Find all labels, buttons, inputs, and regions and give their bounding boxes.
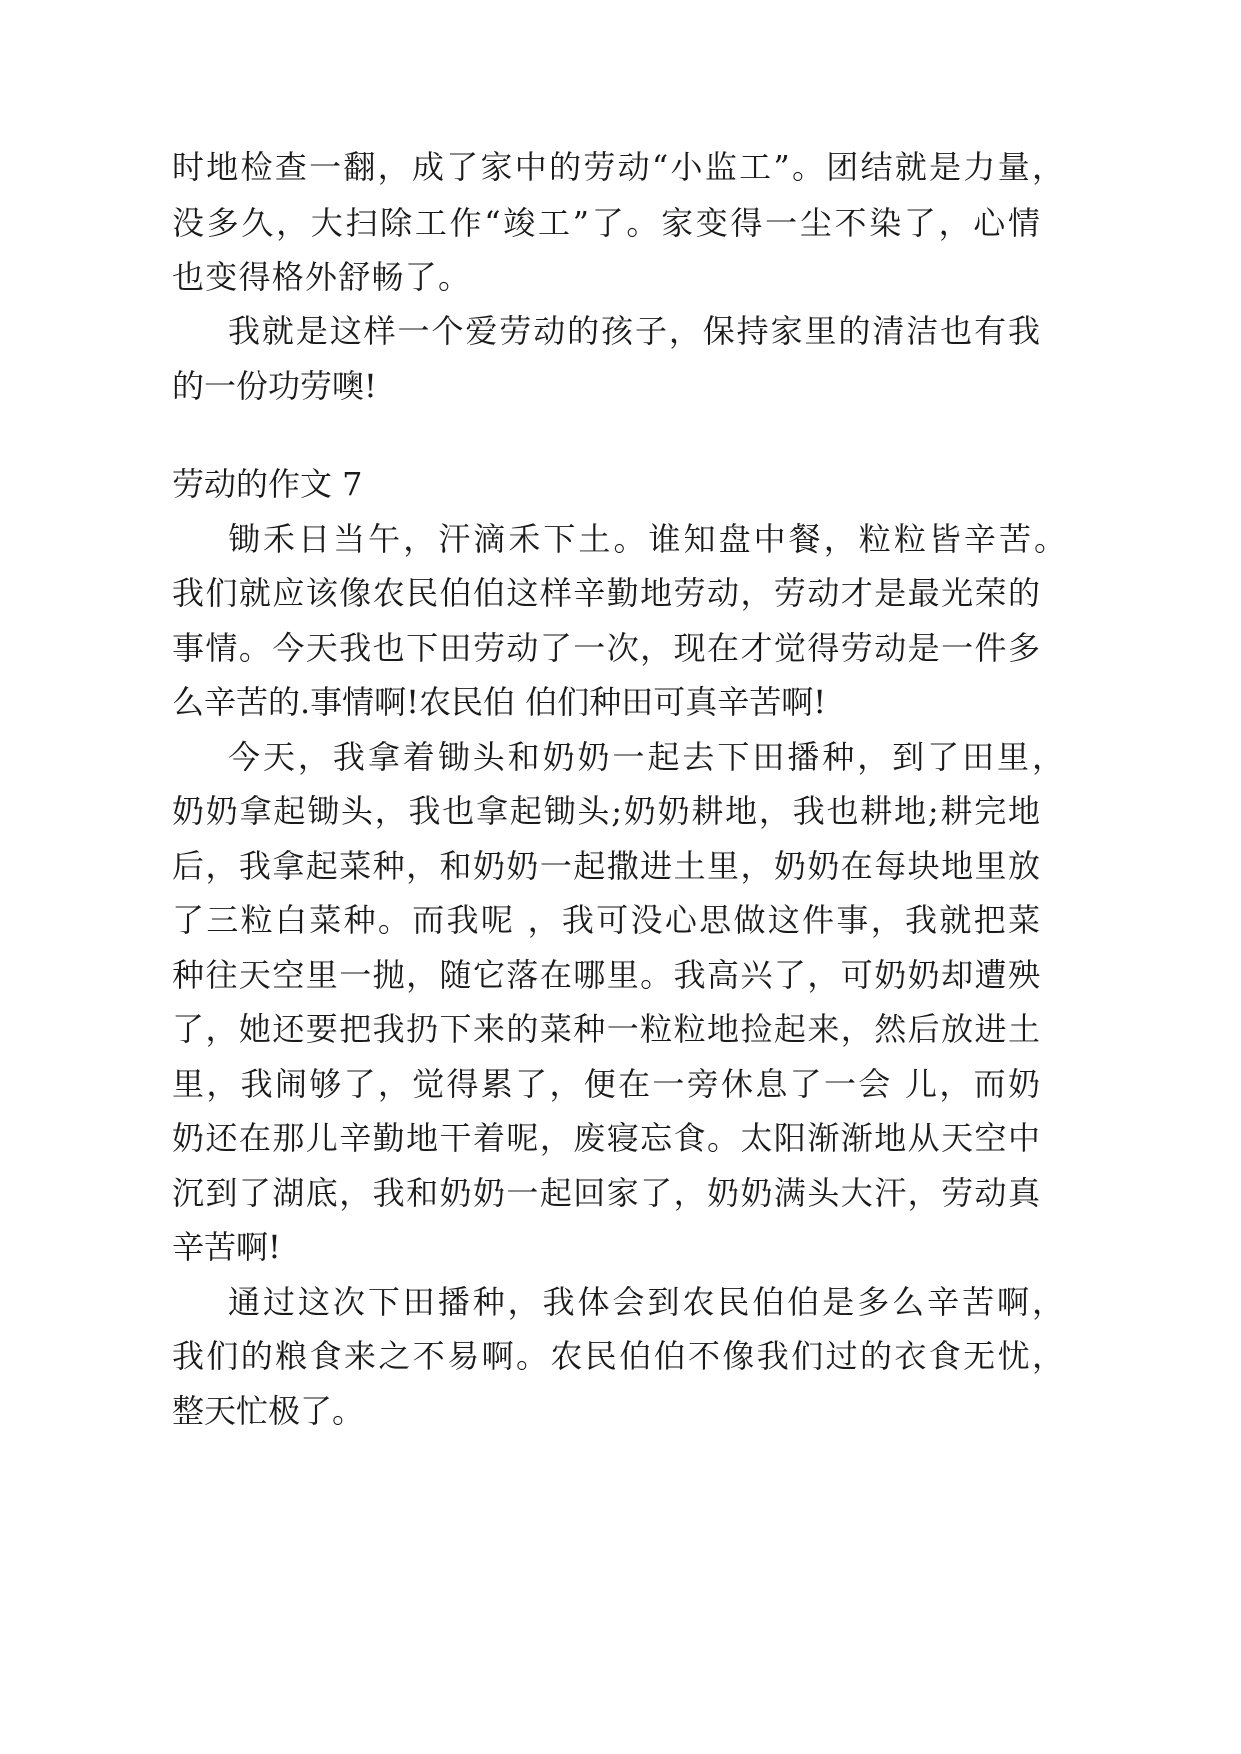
text-line (0, 247, 1241, 307)
line-text: 沉到了湖底，我和奶奶一起回家了，奶奶满头大汗，劳动真 (172, 1174, 1040, 1212)
line-text: 辛苦啊! (172, 1228, 281, 1266)
line-text: 我就是这样一个爱劳动的孩子，保持家里的清洁也有我 (228, 312, 1040, 350)
line-text: 我们的粮食来之不易啊。农民伯伯不像我们过的衣食无忧， (172, 1337, 1064, 1375)
line-text: 了三粒白菜种。而我呢 ，我可没心思做这件事，我就把菜 (172, 901, 1040, 939)
line-text: 锄禾日当午，汗滴禾下土。谁知盘中餐，粒粒皆辛苦。 (228, 520, 1066, 558)
text-line (0, 509, 1241, 569)
line-text: 通过这次下田播种，我体会到农民伯伯是多么辛苦啊， (228, 1283, 1064, 1321)
line-text: 时地检查一翻，成了家中的劳动“小监工”。团结就是力量， (172, 148, 1064, 186)
line-text: 后，我拿起菜种，和奶奶一起撒进土里，奶奶在每块地里放 (172, 847, 1040, 885)
text-line (0, 1163, 1241, 1223)
text-line (0, 301, 1241, 361)
text-line (0, 945, 1241, 1005)
line-text: 了，她还要把我扔下来的菜种一粒粒地捡起来，然后放进土 (172, 1010, 1040, 1048)
line-text: 么辛苦的.事情啊!农民伯 伯们种田可真辛苦啊! (172, 683, 827, 721)
heading-text: 劳动的作文 7 (172, 465, 363, 503)
text-line (0, 1272, 1241, 1332)
line-text: 里，我闹够了，觉得累了，便在一旁休息了一会 儿，而奶 (172, 1065, 1040, 1103)
text-line (0, 890, 1241, 950)
text-line (0, 1054, 1241, 1114)
text-line (0, 727, 1241, 787)
text-line (0, 618, 1241, 678)
line-text: 我们就应该像农民伯伯这样辛勤地劳动，劳动才是最光荣的 (172, 574, 1040, 612)
text-line (0, 563, 1241, 623)
text-line (0, 1381, 1241, 1441)
text-line (0, 836, 1241, 896)
text-line (0, 781, 1241, 841)
line-text: 事情。今天我也下田劳动了一次，现在才觉得劳动是一件多 (172, 629, 1040, 667)
text-line (0, 137, 1241, 197)
text-line (0, 1326, 1241, 1386)
text-line (0, 356, 1241, 416)
line-text: 整天忙极了。 (172, 1392, 365, 1430)
text-line (0, 1217, 1241, 1277)
text-line (0, 672, 1241, 732)
line-text: 的一份功劳噢! (172, 367, 377, 405)
section-heading (0, 454, 1241, 514)
line-text: 奶奶拿起锄头，我也拿起锄头;奶奶耕地，我也耕地;耕完地 (172, 792, 1040, 830)
line-text: 也变得格外舒畅了。 (172, 258, 470, 296)
text-line (0, 193, 1241, 253)
line-text: 种往天空里一抛，随它落在哪里。我高兴了，可奶奶却遭殃 (172, 956, 1040, 994)
line-text: 没多久，大扫除工作“竣工”了。家变得一尘不染了，心情 (172, 204, 1040, 242)
text-line (0, 1108, 1241, 1168)
line-text: 奶还在那儿辛勤地干着呢，废寝忘食。太阳渐渐地从天空中 (172, 1119, 1040, 1157)
line-text: 今天，我拿着锄头和奶奶一起去下田播种，到了田里， (228, 738, 1064, 776)
text-line (0, 999, 1241, 1059)
